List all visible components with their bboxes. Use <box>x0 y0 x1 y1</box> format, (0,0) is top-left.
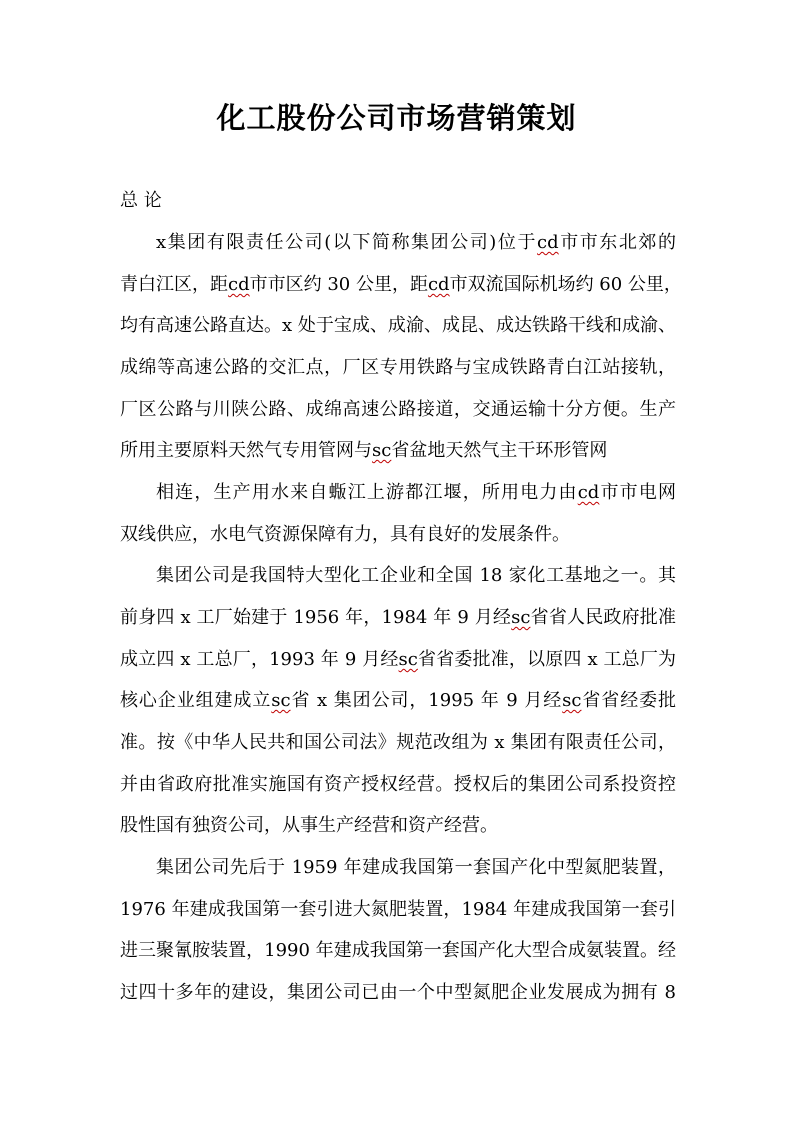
text-line: 厂区公路与川陕公路、成绵高速公路接道，交通运输十分方便。生产 <box>120 399 676 420</box>
text-line: 1976 年建成我国第一套引进大氮肥装置，1984 年建成我国第一套引 <box>120 899 676 920</box>
text-line: 均有高速公路直达。x 处于宝成、成渝、成昆、成达铁路干线和成渝、 <box>120 315 676 336</box>
text-line: 前身四 x 工厂始建于 1956 年，1984 年 9 月经sc省省人民政府批准 <box>120 607 676 628</box>
text-line: 核心企业组建成立sc省 x 集团公司，1995 年 9 月经sc省省经委批 <box>120 690 677 711</box>
text-line: 过四十多年的建设，集团公司已由一个中型氮肥企业发展成为拥有 8 <box>120 982 676 1003</box>
text-line: 股性国有独资公司，从事生产经营和资产经营。 <box>120 815 498 836</box>
text-line: 集团公司是我国特大型化工企业和全国 18 家化工基地之一。其 <box>156 565 676 586</box>
text-line: 进三聚氰胺装置，1990 年建成我国第一套国产化大型合成氨装置。经 <box>120 940 676 961</box>
text-line: 相连，生产用水来自蝂江上游都江堰，所用电力由cd市市电网 <box>156 482 677 503</box>
section-heading: 总 论 <box>120 190 162 211</box>
text-line: 成立四 x 工总厂，1993 年 9 月经sc省省委批准，以原四 x 工总厂为 <box>120 649 676 670</box>
text-line: 青白江区，距cd市市区约 30 公里，距cd市双流国际机场约 60 公里， <box>120 274 682 295</box>
document-title: 化工股份公司市场营销策划 <box>216 101 577 135</box>
text-line: 双线供应，水电气资源保障有力，具有良好的发展条件。 <box>120 524 570 545</box>
text-line: 集团公司先后于 1959 年建成我国第一套国产化中型氮肥装置， <box>156 857 676 878</box>
text-line: 并由省政府批准实施国有资产授权经营。授权后的集团公司系投资控 <box>120 774 676 795</box>
text-line: 所用主要原料天然气专用管网与sc省盆地天然气主干环形管网 <box>120 440 608 461</box>
text-line: 成绵等高速公路的交汇点，厂区专用铁路与宝成铁路青白江站接轨， <box>120 357 676 378</box>
text-line: 准。按《中华人民共和国公司法》规范改组为 x 集团有限责任公司， <box>120 732 676 753</box>
text-line: x集团有限责任公司(以下简称集团公司)位于cd市市东北郊的 <box>156 232 676 253</box>
